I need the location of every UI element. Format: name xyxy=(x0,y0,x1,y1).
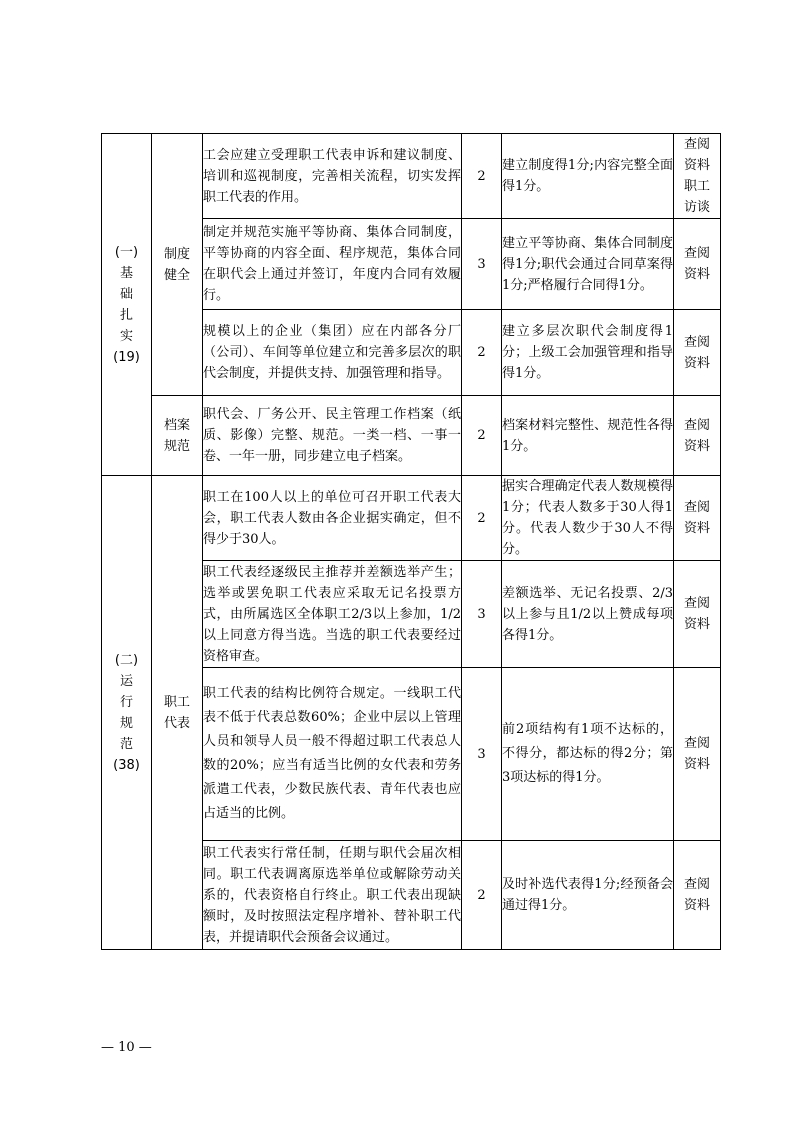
subsection-label: 健全 xyxy=(163,267,190,283)
section-label: 实 xyxy=(119,328,133,344)
criteria-content: 职工在100人以上的单位可召开职工代表大会，职工代表人数由各企业据实确定，但不得少于30人。 xyxy=(203,476,462,561)
table-row xyxy=(102,476,721,561)
subsection-label: 制度 xyxy=(163,246,190,262)
check-method xyxy=(674,668,721,841)
method-line: 职工 xyxy=(683,179,710,194)
score-value: 3 xyxy=(462,561,502,668)
criteria-content: 职工代表实行常任制，任期与职代会届次相同。职工代表调离原选举单位或解除劳动关系的，代表资格自行终止。职工代表出现缺额时，及时按照法定程序增补、替补职工代表，并提请职代会预备会议通过。 xyxy=(203,841,462,950)
method-line: 资料 xyxy=(683,617,710,632)
section-label: (二) xyxy=(114,652,139,668)
score-value: 2 xyxy=(462,396,502,476)
scoring-rule: 据实合理确定代表人数规模得1分；代表人数多于30人得1分。代表人数少于30人不得分。 xyxy=(502,476,674,561)
method-line: 资料 xyxy=(683,158,710,173)
method-line: 资料 xyxy=(683,521,710,536)
section-label: (一) xyxy=(114,244,139,260)
subsection-label: 档案 xyxy=(163,417,190,433)
scoring-rule: 档案材料完整性、规范性各得1分。 xyxy=(502,396,674,476)
method-line: 访谈 xyxy=(683,200,710,215)
check-method xyxy=(674,310,721,396)
scoring-rule: 建立多层次职代会制度得1分；上级工会加强管理和指导得1分。 xyxy=(502,310,674,396)
method-line: 查阅 xyxy=(683,246,710,261)
table-row xyxy=(102,396,721,476)
criteria-content: 制定并规范实施平等协商、集体合同制度，平等协商的内容全面、程序规范，集体合同在职代会上通过并签订，年度内合同有效履行。 xyxy=(203,219,462,310)
method-line: 资料 xyxy=(683,355,710,371)
subsection-worker-reps xyxy=(152,476,203,950)
scoring-rule: 及时补选代表得1分;经预备会通过得1分。 xyxy=(502,841,674,950)
section-label: 基 xyxy=(119,265,133,281)
page-number: — 10 — xyxy=(101,1040,152,1055)
section-label: 规 xyxy=(119,715,133,731)
section-foundation xyxy=(102,134,152,476)
section-score: (19) xyxy=(113,349,140,365)
subsection-label: 规范 xyxy=(163,438,190,454)
method-line: 资料 xyxy=(683,898,710,913)
method-line: 查阅 xyxy=(683,334,710,350)
criteria-content: 职代会、厂务公开、民主管理工作档案（纸质、影像）完整、规范。一类一档、一事一卷、一年一册，同步建立电子档案。 xyxy=(203,396,462,476)
method-line: 查阅 xyxy=(683,500,710,515)
section-score: (38) xyxy=(113,757,140,773)
section-label: 础 xyxy=(119,286,133,302)
method-line: 查阅 xyxy=(683,736,710,751)
check-method xyxy=(674,396,721,476)
check-method xyxy=(674,841,721,950)
score-value: 2 xyxy=(462,476,502,561)
section-label: 运 xyxy=(119,673,133,689)
method-line: 查阅 xyxy=(683,417,710,433)
scoring-rule: 建立制度得1分;内容完整全面得1分。 xyxy=(502,134,674,219)
criteria-content: 职工代表的结构比例符合规定。一线职工代表不低于代表总数60%；企业中层以上管理人员和领导人员一般不得超过职工代表总人数的20%；应当有适当比例的女代表和劳务派遣工代表，少数民族代表、青年代表也应占适当的比例。 xyxy=(203,668,462,841)
method-line: 查阅 xyxy=(683,877,710,892)
scoring-rule: 差额选举、无记名投票、2/3以上参与且1/2以上赞成每项各得1分。 xyxy=(502,561,674,668)
method-line: 查阅 xyxy=(683,137,710,152)
subsection-label: 职工 xyxy=(163,694,190,710)
section-label: 范 xyxy=(119,736,133,752)
subsection-archive xyxy=(152,396,203,476)
check-method xyxy=(674,219,721,310)
method-line: 资料 xyxy=(683,267,710,282)
evaluation-table xyxy=(101,133,721,950)
check-method xyxy=(674,134,721,219)
section-label: 行 xyxy=(119,694,133,710)
section-label: 扎 xyxy=(119,307,133,323)
score-value: 3 xyxy=(462,219,502,310)
criteria-content: 职工代表经逐级民主推荐并差额选举产生；选举或罢免职工代表应采取无记名投票方式，由所属选区全体职工2/3以上参加，1/2以上同意方得当选。当选的职工代表要经过资格审查。 xyxy=(203,561,462,668)
check-method xyxy=(674,476,721,561)
method-line: 查阅 xyxy=(683,596,710,611)
criteria-content: 规模以上的企业（集团）应在内部各分厂（公司）、车间等单位建立和完善多层次的职代会制度，并提供支持、加强管理和指导。 xyxy=(203,310,462,396)
section-operation xyxy=(102,476,152,950)
score-value: 3 xyxy=(462,668,502,841)
criteria-content: 工会应建立受理职工代表申诉和建议制度、培训和巡视制度，完善相关流程，切实发挥职工代表的作用。 xyxy=(203,134,462,219)
scoring-rule: 前2项结构有1项不达标的，不得分，都达标的得2分；第3项达标的得1分。 xyxy=(502,668,674,841)
table-row xyxy=(102,134,721,219)
score-value: 2 xyxy=(462,841,502,950)
score-value: 2 xyxy=(462,134,502,219)
scoring-rule: 建立平等协商、集体合同制度得1分;职代会通过合同草案得1分;严格履行合同得1分。 xyxy=(502,219,674,310)
method-line: 资料 xyxy=(683,757,710,772)
method-line: 资料 xyxy=(683,438,710,454)
score-value: 2 xyxy=(462,310,502,396)
subsection-label: 代表 xyxy=(163,715,190,731)
check-method xyxy=(674,561,721,668)
subsection-system xyxy=(152,134,203,396)
